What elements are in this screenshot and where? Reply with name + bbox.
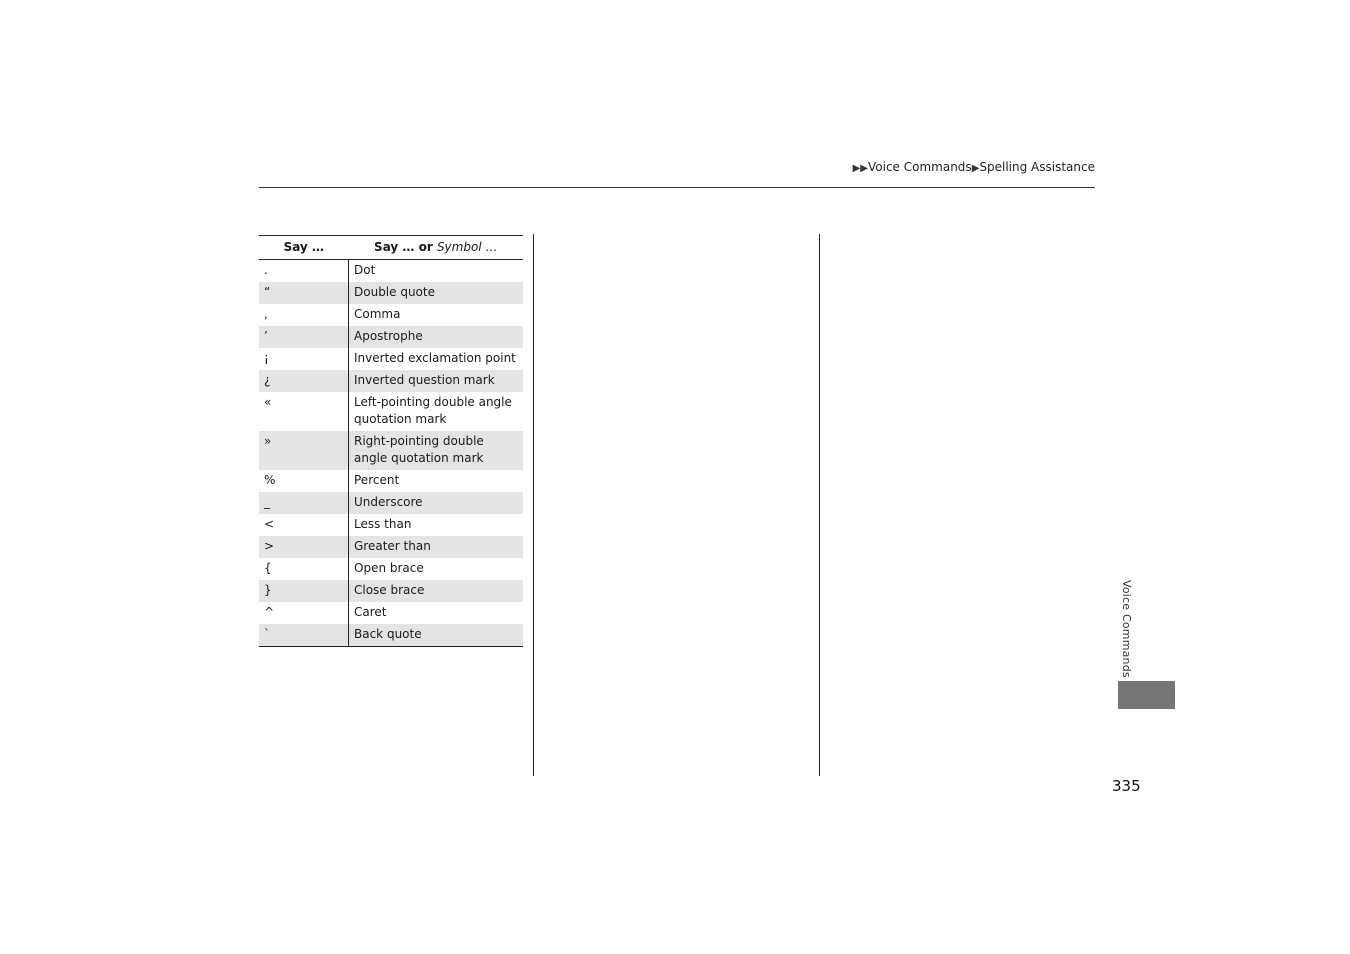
table-row	[259, 392, 523, 431]
say-cell: Percent	[354, 473, 400, 487]
say-cell: Caret	[354, 605, 387, 619]
say-cell: Dot	[354, 263, 376, 277]
side-section-label: Voice Commands	[1120, 580, 1133, 678]
say-cell: Apostrophe	[349, 326, 524, 348]
say-cell: Open brace	[354, 561, 424, 575]
breadcrumb	[853, 160, 1095, 174]
table-row	[259, 348, 523, 370]
say-cell: Inverted exclamation point	[354, 351, 516, 365]
symbol-cell: .	[259, 260, 349, 283]
breadcrumb-arrows-icon: ▶▶	[852, 163, 868, 174]
say-cell: Right-pointing double angle quotation mark	[349, 431, 524, 470]
say-cell: Double quote	[349, 282, 524, 304]
table-row	[259, 514, 523, 536]
symbol-cell: }	[259, 580, 349, 602]
symbol-cell: ¿	[259, 370, 349, 392]
say-cell: Inverted question mark	[349, 370, 524, 392]
symbol-cell: `	[259, 624, 349, 647]
table-row	[259, 580, 523, 602]
table-body	[259, 260, 523, 647]
header-divider	[259, 187, 1095, 188]
symbol-cell: _	[259, 492, 349, 514]
table-row	[259, 536, 523, 558]
breadcrumb-separator-icon: ▶	[971, 163, 980, 174]
say-cell: Close brace	[349, 580, 524, 602]
symbol-cell: ¡	[259, 348, 349, 370]
column-divider-2	[819, 234, 820, 776]
table-row	[259, 304, 523, 326]
breadcrumb-section: Voice Commands	[868, 160, 972, 174]
header-say-or-symbol	[349, 236, 524, 260]
symbol-cell: <	[259, 514, 349, 536]
table-row	[259, 624, 523, 647]
symbol-cell: >	[259, 536, 349, 558]
symbol-cell: {	[259, 558, 349, 580]
table-row	[259, 492, 523, 514]
table-row	[259, 282, 523, 304]
table-row	[259, 260, 523, 283]
say-cell: Underscore	[349, 492, 524, 514]
table-row	[259, 326, 523, 348]
symbol-cell: »	[259, 431, 349, 470]
say-cell: Back quote	[349, 624, 524, 647]
symbol-cell: «	[259, 392, 349, 431]
say-cell: Less than	[354, 517, 412, 531]
symbol-cell: %	[259, 470, 349, 492]
say-cell: Comma	[354, 307, 401, 321]
table-row	[259, 431, 523, 470]
table-header-row	[259, 236, 523, 260]
symbol-cell: “	[259, 282, 349, 304]
column-divider-1	[533, 234, 534, 776]
symbol-cell: ,	[259, 304, 349, 326]
page-number: 335	[1112, 777, 1141, 795]
header-say-or: Say … or	[374, 240, 437, 254]
symbol-cell: ’	[259, 326, 349, 348]
say-cell: Left-pointing double angle quotation mark	[354, 395, 512, 426]
symbol-table	[259, 235, 523, 647]
table-row	[259, 470, 523, 492]
say-cell: Greater than	[349, 536, 524, 558]
table-row	[259, 602, 523, 624]
table-row	[259, 558, 523, 580]
breadcrumb-subsection: Spelling Assistance	[979, 160, 1095, 174]
header-say: Say …	[259, 236, 349, 260]
header-symbol: Symbol …	[436, 240, 498, 254]
table-row	[259, 370, 523, 392]
section-tab	[1118, 681, 1175, 709]
symbol-cell: ^	[259, 602, 349, 624]
